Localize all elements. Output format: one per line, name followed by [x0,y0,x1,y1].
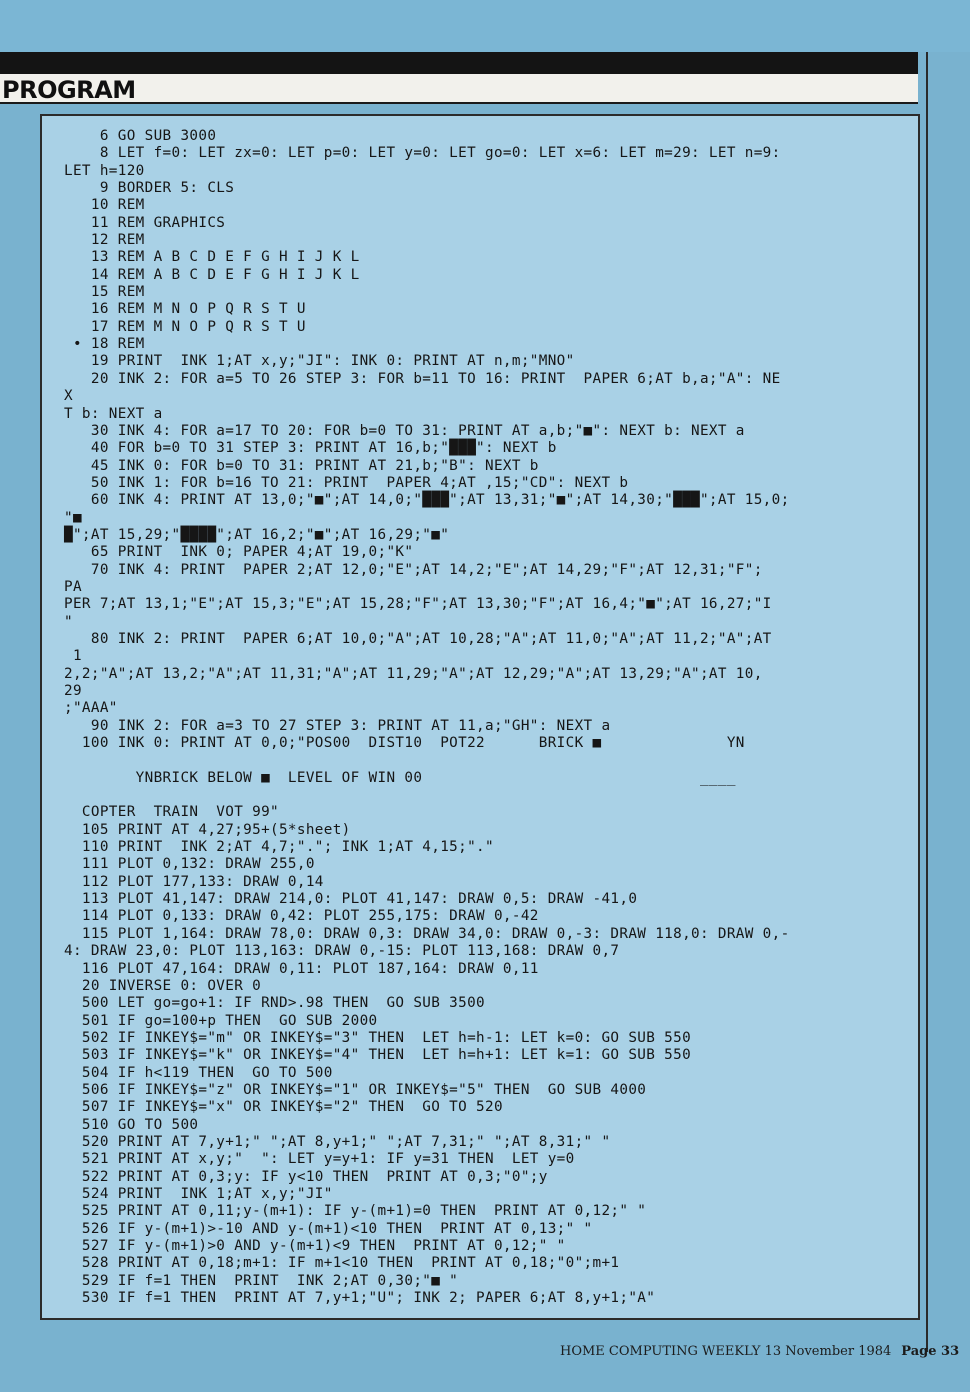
code-line: 17 REM M N O P Q R S T U [64,318,306,335]
code-line: 19 PRINT INK 1;AT x,y;"JI": INK 0: PRINT AT n,m;"MNO" [64,353,575,370]
section-title: PROGRAM [2,76,136,104]
code-line: 20 INK 2: FOR a=5 TO 26 STEP 3: FOR b=11 TO 16: PRINT PAPER 6;AT b,a;"A": NE [64,370,781,387]
code-line: 530 IF f=1 THEN PRINT AT 7,y+1;"U"; INK 2; PAPER 6;AT 8,y+1;"A" [64,1290,656,1307]
code-line: 524 PRINT INK 1;AT x,y;"JI" [64,1185,333,1202]
code-line: 8 LET f=0: LET zx=0: LET p=0: LET y=0: LET go=0: LET x=6: LET m=29: LET n=9: [64,145,781,162]
code-line: 1 [64,648,82,665]
header-black-bar [0,52,918,74]
code-line: 4: DRAW 23,0: PLOT 113,163: DRAW 0,-15: PLOT 113,168: DRAW 0,7 [64,943,620,960]
code-line: 112 PLOT 177,133: DRAW 0,14 [64,873,324,890]
code-line: • 18 REM [64,336,145,353]
code-line: 45 INK 0: FOR b=0 TO 31: PRINT AT 21,b;"B": NEXT b [64,457,539,474]
code-line: T b: NEXT a [64,405,163,422]
code-line: 70 INK 4: PRINT PAPER 2;AT 12,0;"E";AT 14,2;"E";AT 14,29;"F";AT 12,31;"F"; [64,561,763,578]
code-line: COPTER TRAIN VOT 99" [64,804,279,821]
code-line: 11 REM GRAPHICS [64,214,226,231]
code-line: 521 PRINT AT x,y;" ": LET y=y+1: IF y=31 THEN LET y=0 [64,1151,575,1168]
header-title-band [0,74,918,104]
code-line: 520 PRINT AT 7,y+1;" ";AT 8,y+1;" ";AT 7,31;" ";AT 8,31;" " [64,1133,611,1150]
code-line: 15 REM [64,284,145,301]
page-footer [560,1344,960,1362]
page-top-margin [0,0,970,52]
code-line: 507 IF INKEY$="x" OR INKEY$="2" THEN GO TO 520 [64,1099,503,1116]
code-line: 525 PRINT AT 0,11;y-(m+1): IF y-(m+1)=0 THEN PRINT AT 0,12;" " [64,1203,647,1220]
code-line: 113 PLOT 41,147: DRAW 214,0: PLOT 41,147: DRAW 0,5: DRAW -41,0 [64,891,638,908]
code-line: 20 INVERSE 0: OVER 0 [64,977,262,994]
code-line: LET h=120 [64,162,145,179]
code-line: 80 INK 2: PRINT PAPER 6;AT 10,0;"A";AT 10,28;"A";AT 11,0;"A";AT 11,2;"A";AT [64,630,772,647]
code-line: 504 IF h<119 THEN GO TO 500 [64,1064,333,1081]
code-line: 115 PLOT 1,164: DRAW 78,0: DRAW 0,3: DRAW 34,0: DRAW 0,-3: DRAW 118,0: DRAW 0,- [64,925,790,942]
code-line: PER 7;AT 13,1;"E";AT 15,3;"E";AT 15,28;"F";AT 13,30;"F";AT 16,4;"■";AT 16,27;"I [64,596,772,613]
code-line: 12 REM [64,232,145,249]
code-line [64,752,910,769]
code-line: 502 IF INKEY$="m" OR INKEY$="3" THEN LET h=h-1: LET k=0: GO SUB 550 [64,1029,692,1046]
code-line: 30 INK 4: FOR a=17 TO 20: FOR b=0 TO 31: PRINT AT a,b;"■": NEXT b: NEXT a [64,422,745,439]
code-line: 14 REM A B C D E F G H I J K L [64,266,360,283]
code-line: 526 IF y-(m+1)>-10 AND y-(m+1)<10 THEN PRINT AT 0,13;" " [64,1220,593,1237]
code-line: 16 REM M N O P Q R S T U [64,301,306,318]
code-line: 90 INK 2: FOR a=3 TO 27 STEP 3: PRINT AT 11,a;"GH": NEXT a [64,717,611,734]
code-line: PA [64,578,82,595]
code-line: 9 BORDER 5: CLS [64,180,235,197]
code-line: " [64,613,73,630]
code-line: 50 INK 1: FOR b=16 TO 21: PRINT PAPER 4;AT ,15;"CD": NEXT b [64,474,629,491]
program-listing [64,128,910,1307]
code-line: 510 GO TO 500 [64,1116,199,1133]
code-line: 60 INK 4: PRINT AT 13,0;"■";AT 14,0;"███";AT 13,31;"■";AT 14,30;"███";AT 15,0; [64,492,790,509]
code-line [64,787,910,804]
code-line: 65 PRINT INK 0; PAPER 4;AT 19,0;"K" [64,544,414,561]
code-line: 105 PRINT AT 4,27;95+(5*sheet) [64,821,351,838]
code-line: "■ [64,509,82,526]
code-line: X [64,388,73,405]
code-line: 500 LET go=go+1: IF RND>.98 THEN GO SUB 3500 [64,995,485,1012]
code-line: 527 IF y-(m+1)>0 AND y-(m+1)<9 THEN PRINT AT 0,12;" " [64,1238,566,1254]
code-line: 503 IF INKEY$="k" OR INKEY$="4" THEN LET h=h+1: LET k=1: GO SUB 550 [64,1047,692,1064]
publication-line: HOME COMPUTING WEEKLY 13 November 1984 [560,1344,892,1359]
code-line: 522 PRINT AT 0,3;y: IF y<10 THEN PRINT AT 0,3;"0";y [64,1168,548,1185]
right-column-rule [926,52,928,1352]
code-line: 111 PLOT 0,132: DRAW 255,0 [64,856,315,873]
code-line: 529 IF f=1 THEN PRINT INK 2;AT 0,30;"■ " [64,1272,459,1289]
code-line: 110 PRINT INK 2;AT 4,7;"."; INK 1;AT 4,15;"." [64,839,494,856]
code-line: 10 REM [64,197,145,214]
code-line: █";AT 15,29;"████";AT 16,2;"■";AT 16,29;"■" [64,526,450,543]
code-line: YNBRICK BELOW ■ LEVEL OF WIN 00 ____ [64,769,736,786]
code-line: 114 PLOT 0,133: DRAW 0,42: PLOT 255,175: DRAW 0,-42 [64,908,539,925]
code-line: 29 [64,683,82,699]
code-line: ;"AAA" [64,700,118,717]
code-line: 2,2;"A";AT 13,2;"A";AT 11,31;"A";AT 11,29;"A";AT 12,29;"A";AT 13,29;"A";AT 10, [64,665,763,682]
code-line: 6 GO SUB 3000 [64,128,217,144]
code-line: 100 INK 0: PRINT AT 0,0;"POS00 DIST10 POT22 BRICK ■ YN [64,735,745,752]
code-line: 40 FOR b=0 TO 31 STEP 3: PRINT AT 16,b;"███": NEXT b [64,440,557,457]
page-number: Page 33 [901,1344,960,1359]
code-line: 13 REM A B C D E F G H I J K L [64,249,360,266]
code-line: 528 PRINT AT 0,18;m+1: IF m+1<10 THEN PRINT AT 0,18;"0";m+1 [64,1255,620,1272]
code-line: 116 PLOT 47,164: DRAW 0,11: PLOT 187,164: DRAW 0,11 [64,960,539,977]
code-line: 501 IF go=100+p THEN GO SUB 2000 [64,1012,378,1029]
code-line: 506 IF INKEY$="z" OR INKEY$="1" OR INKEY$="5" THEN GO SUB 4000 [64,1081,647,1098]
